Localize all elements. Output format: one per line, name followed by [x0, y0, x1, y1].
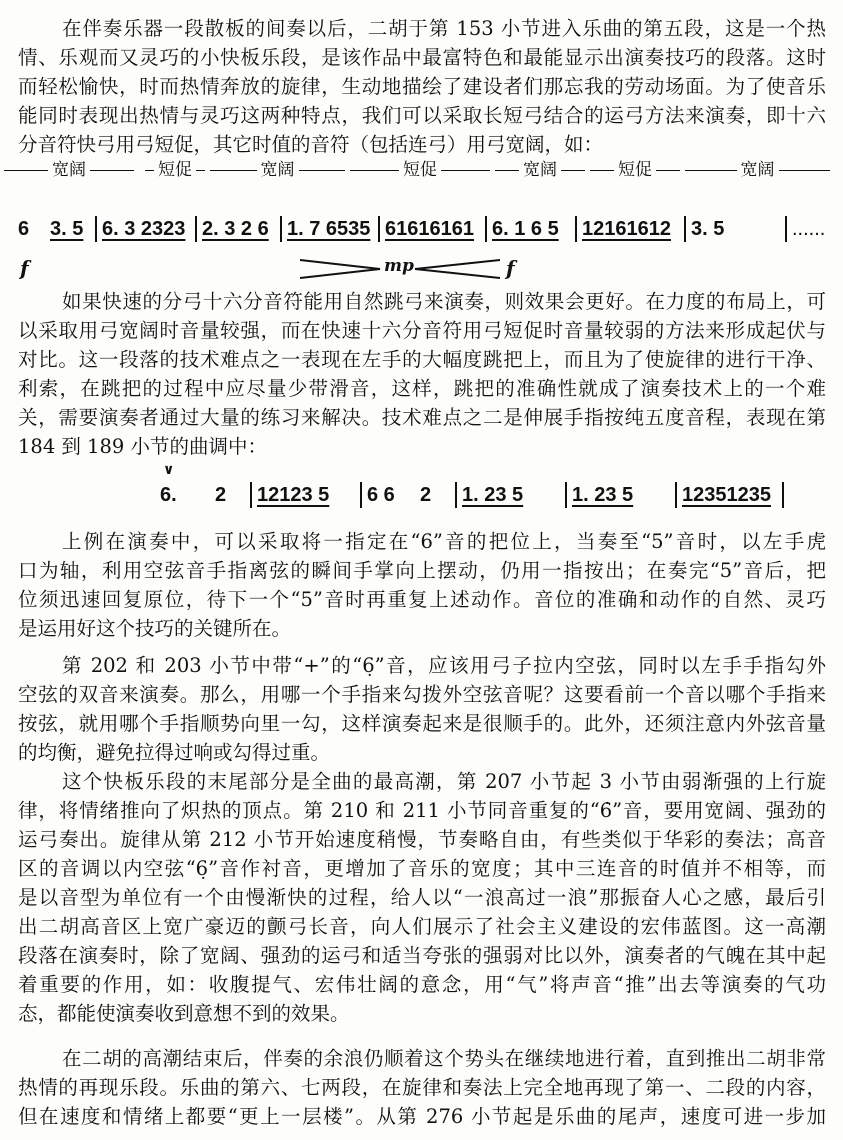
text-line: 情、乐观而又灵巧的小快板乐段，是该作品中最富特色和最能显示出演奏技巧的段落。这时: [18, 46, 826, 69]
text-line: 上例在演奏中，可以采取将一指定在“6”音的把位上，当奏至“5”音时，以左手虎: [62, 530, 826, 553]
measure: 12123 5: [250, 482, 329, 508]
text-line: 出二胡高音区上宽广豪迈的颤弓长音，向人们展示了社会主义建设的宏伟蓝图。这一高潮: [18, 915, 826, 938]
barline: [782, 482, 789, 508]
bowing-label-text: 宽阔: [48, 160, 90, 180]
note: 6: [18, 218, 30, 240]
bowing-label: [495, 160, 585, 193]
bowing-label-text: 宽阔: [519, 160, 561, 180]
bowing-label: [590, 160, 680, 193]
text-line: 如果快速的分弓十六分音符能用自然跳弓来演奏，则效果会更好。在力度的布局上，可: [62, 290, 826, 313]
measure: 1. 23 5: [455, 482, 523, 508]
text-line: 运弓奏出。旋律从第 212 小节开始速度稍慢，节奏略自由，有些类似于华彩的奏法；高音: [18, 828, 826, 851]
measure: 61616161: [378, 216, 474, 242]
text-line: 是以音型为单位有一个由慢渐快的过程，给人以“一浪高过一浪”那振奋人心之感，最后引: [18, 886, 826, 909]
measure: 12351235: [675, 482, 771, 508]
bowing-label-text: 宽阔: [257, 160, 299, 180]
bowing-label: [685, 160, 830, 193]
text-line: 按弦，就用哪个手指顺势向里一勾，这样演奏起来是很顺手的。此外，还须注意内外弦音量: [18, 712, 826, 735]
note: 2: [420, 484, 432, 506]
measure: 6. 3 2323: [95, 216, 185, 242]
text-line: 以采取用弓宽阔时音量较强，而在快速十六分音符用弓短促时音量较弱的方法来形成起伏与: [18, 319, 826, 342]
dynamic-mark: f: [506, 256, 515, 280]
bowing-label-text: 短促: [614, 160, 656, 180]
text-line: 对比。这一段落的技术难点之一表现在左手的大幅度跳把上，而且为了使旋律的进行干净、: [18, 348, 826, 371]
bow-mark-icon: ∨: [163, 461, 175, 477]
text-line: 空弦的双音来演奏。那么，用哪一个手指来勾拨外空弦音呢？这要看前一个音以哪个手指来: [18, 683, 826, 706]
bowing-label: [4, 160, 134, 193]
text-line: 段落在演奏时，除了宽阔、强劲的运弓和适当夸张的强弱对比以外，演奏者的气魄在其中起: [18, 944, 826, 967]
measure: 3. 5: [50, 218, 84, 240]
bowing-label: [210, 160, 345, 193]
note: 6.: [160, 484, 177, 506]
text-line: 在伴奏乐器一段散板的间奏以后，二胡于第 153 小节进入乐曲的第五段，这是一个热: [62, 17, 826, 40]
text-line: 位须迅速回复原位，待下一个“5”音时再重复上述动作。音位的准确和动作的自然、灵巧: [18, 588, 826, 611]
bowing-label: [145, 160, 205, 193]
continuation: ......: [785, 216, 825, 242]
bowing-label-text: 宽阔: [737, 160, 779, 180]
text-line: 利索，在跳把的过程中应尽量少带滑音，这样，跳把的准确性就成了演奏技术上的一个难: [18, 377, 826, 400]
measure: 6 6: [360, 482, 395, 508]
measure: 12161612: [575, 216, 671, 242]
text-line: 是运用好这个技巧的关键所在。: [18, 617, 292, 640]
note: 2: [215, 484, 227, 506]
text-line: 口为轴，利用空弦音手指离弦的瞬间手掌向上摆动，仍用一指按出；在奏完“5”音后，把: [18, 559, 826, 582]
text-line: 律，将情绪推向了炽热的顶点。第 210 和 211 小节同音重复的“6̇”音，要用宽阔、强劲的: [18, 799, 826, 822]
text-line: 能同时表现出热情与灵巧这两种特点，我们可以采取长短弓结合的运弓方法来演奏，即十六: [18, 104, 826, 127]
measure: 1. 23 5: [565, 482, 633, 508]
measure: 3. 5: [684, 216, 724, 242]
bowing-label-text: 短促: [154, 160, 196, 180]
text-line: 分音符快弓用弓短促，其它时值的音符（包括连弓）用弓宽阔，如：: [18, 133, 604, 156]
text-line: 这个快板乐段的末尾部分是全曲的最高潮，第 207 小节起 3 小节由弱渐强的上行旋: [62, 770, 826, 793]
text-line: 而轻松愉快，时而热情奔放的旋律，生动地描绘了建设者们那忘我的劳动场面。为了使音乐: [18, 75, 826, 98]
text-line: 关，需要演奏者通过大量的练习来解决。技术难点之二是伸展手指按纯五度音程，表现在第: [18, 406, 826, 429]
text-line: 区的音调以内空弦“6̣”音作衬音，更增加了音乐的宽度；其中三连音的时值并不相等，而: [18, 857, 826, 880]
text-line: 第 202 和 203 小节中带“+”的“6̣”音，应该用弓子拉内空弦，同时以左手手指勾外: [62, 654, 826, 677]
bowing-label: [350, 160, 490, 193]
text-line: 但在速度和情绪上都要“更上一层楼”。从第 276 小节起是乐曲的尾声，速度可进一步加: [18, 1105, 826, 1128]
text-line: 热情的再现乐段。乐曲的第六、七两段，在旋律和奏法上完全地再现了第一、二段的内容，: [18, 1076, 826, 1099]
dynamic-mark: f: [20, 256, 29, 280]
measure: 2. 3 2 6: [195, 216, 269, 242]
measure: 6. 1 6 5: [485, 216, 559, 242]
text-line: 着重要的作用，如：收腹提气、宏伟壮阔的意念，用“气”将声音“推”出去等演奏的气功: [18, 973, 826, 996]
bowing-label-text: 短促: [399, 160, 441, 180]
text-line: 在二胡的高潮结束后，伴奏的余浪仍顺着这个势头在继续地进行着，直到推出二胡非常: [62, 1047, 826, 1070]
dynamic-mark: mp: [384, 256, 414, 276]
text-line: 态，都能使演奏收到意想不到的效果。: [18, 1002, 350, 1025]
measure: 1. 7 6535: [280, 216, 370, 242]
text-line: 184 到 189 小节的曲调中：: [18, 435, 268, 458]
text-line: 的均衡，避免拉得过响或勾得过重。: [18, 741, 331, 764]
